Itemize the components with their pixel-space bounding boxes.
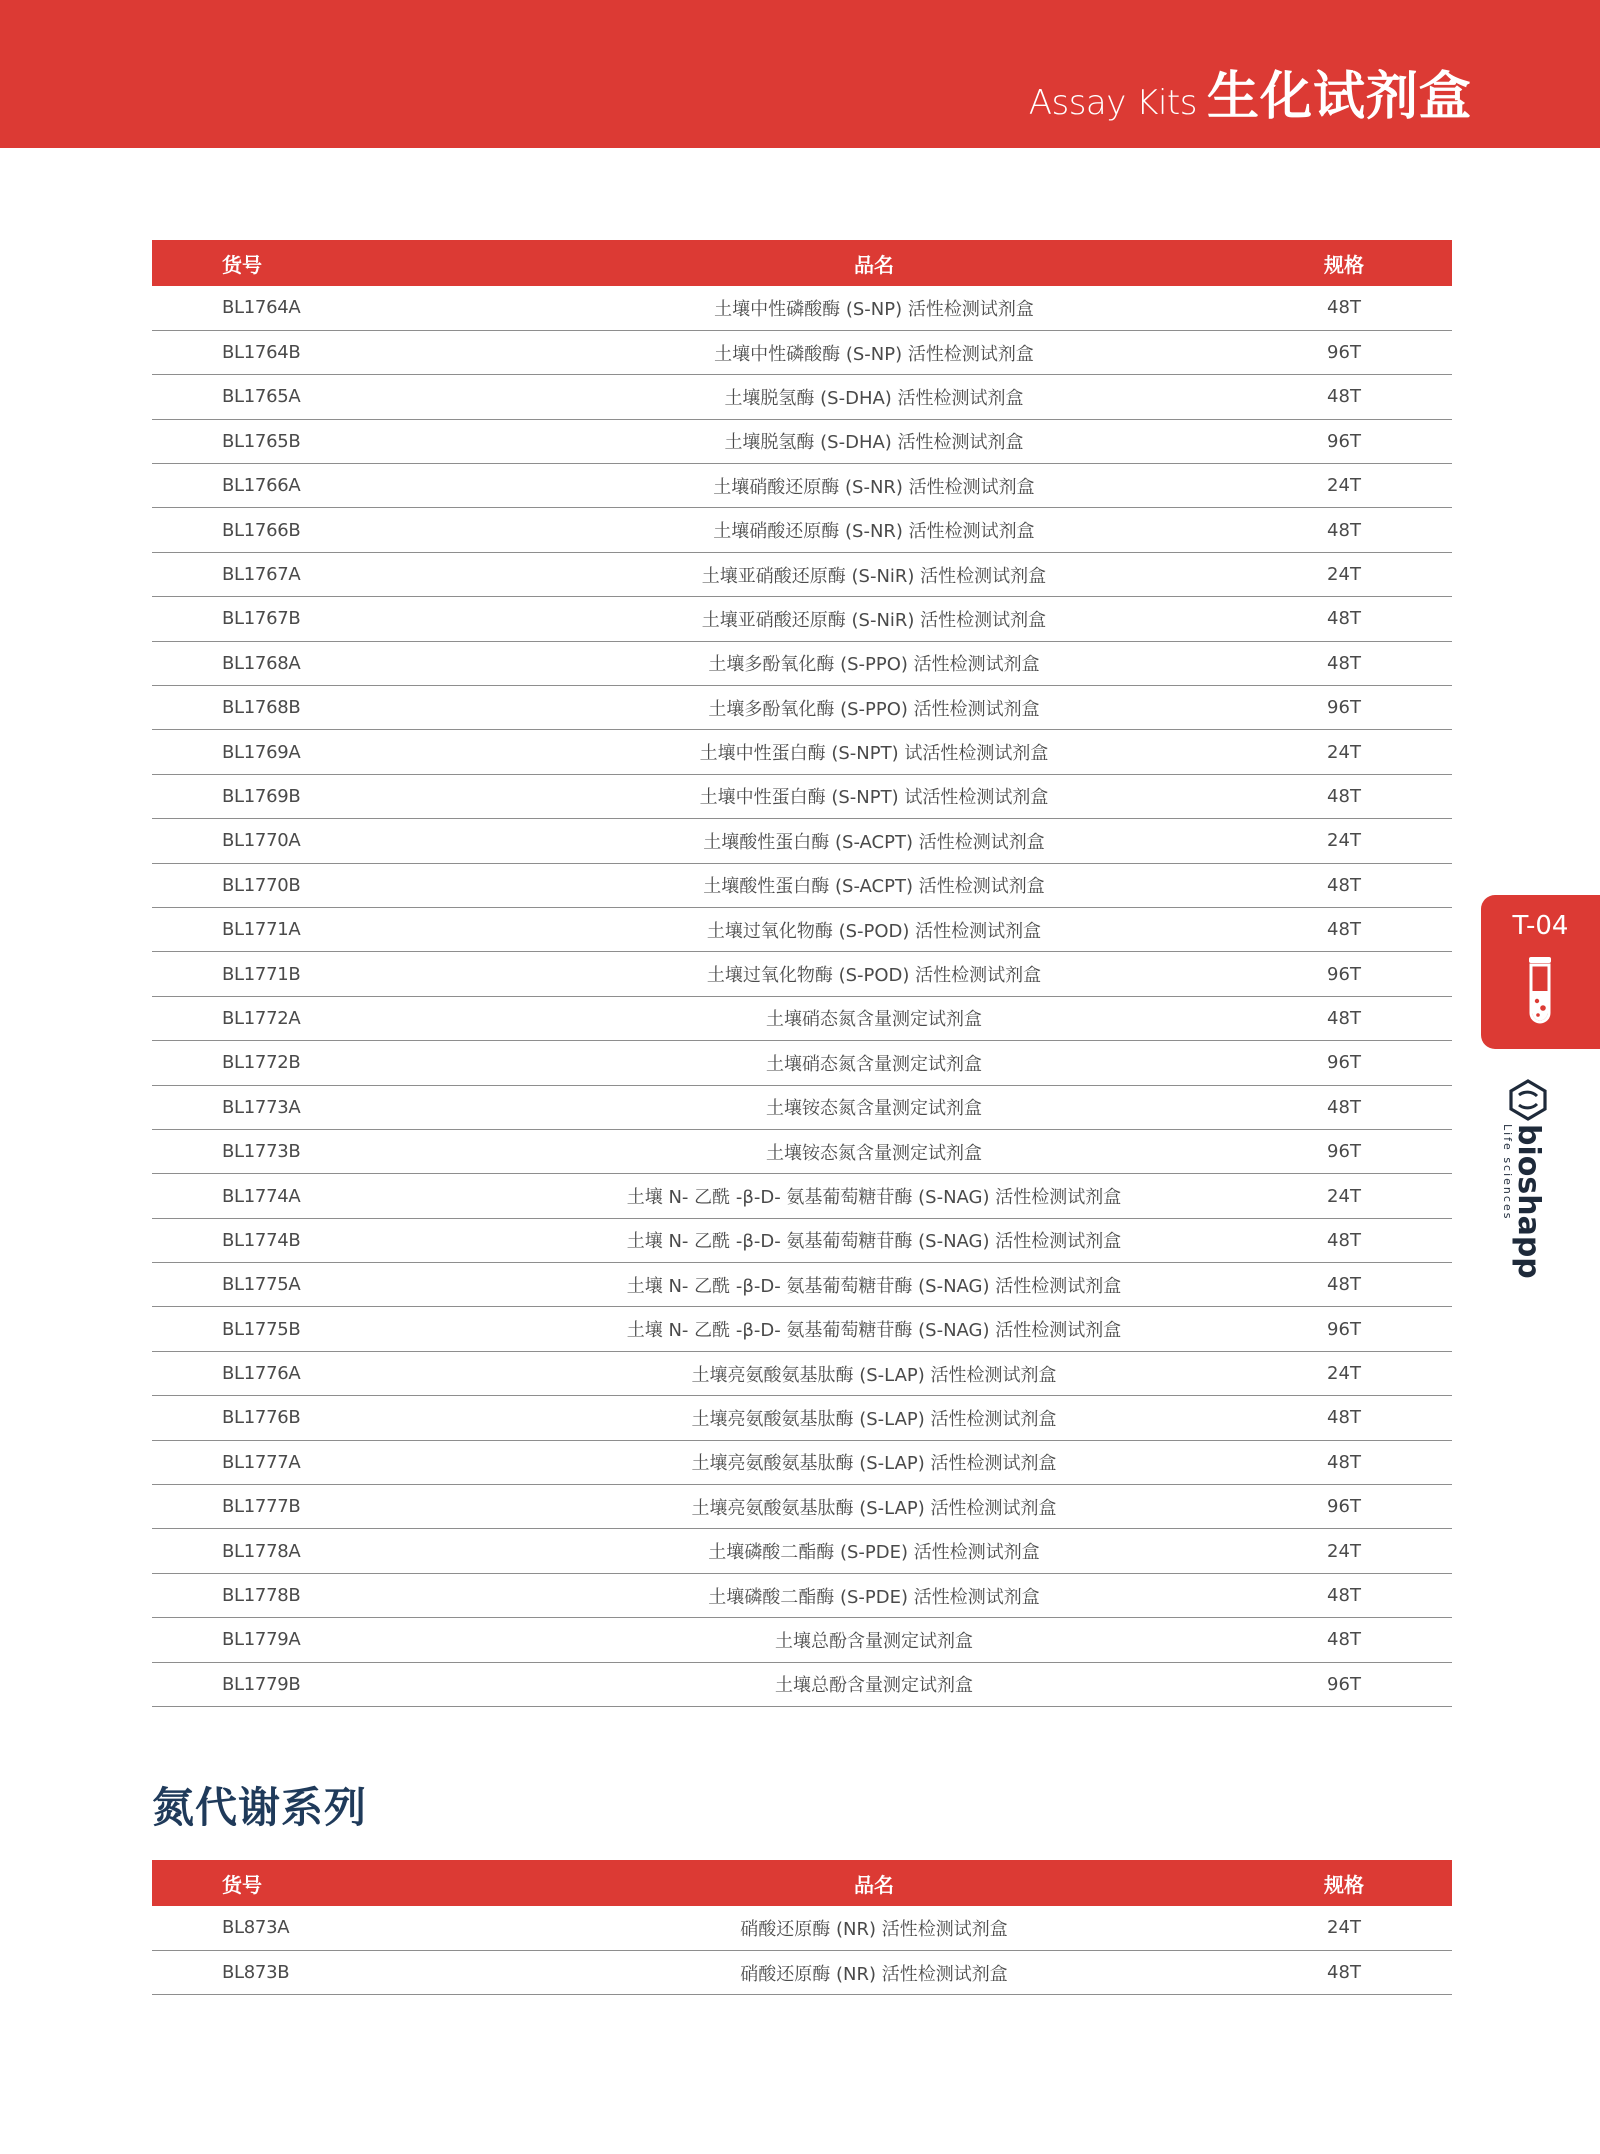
table-header-row: [152, 1860, 1452, 1906]
table-row: [152, 641, 1452, 685]
table-row: [152, 464, 1452, 508]
product-name-cell: 硝酸还原酶 (NR) 活性检测试剂盒: [512, 1906, 1236, 1950]
table-row: [152, 1573, 1452, 1617]
table-row: [152, 819, 1452, 863]
product-name-cell: 土壤亚硝酸还原酶 (S-NiR) 活性检测试剂盒: [512, 552, 1236, 596]
catalog-number-cell: BL1768A: [152, 641, 512, 685]
spec-cell: 48T: [1236, 1618, 1452, 1662]
catalog-number-cell: BL1770A: [152, 819, 512, 863]
product-name-cell: 土壤硝酸还原酶 (S-NR) 活性检测试剂盒: [512, 508, 1236, 552]
catalog-number-cell: BL1771B: [152, 952, 512, 996]
spec-cell: 24T: [1236, 1174, 1452, 1218]
catalog-number-cell: BL1766A: [152, 464, 512, 508]
spec-cell: 96T: [1236, 1041, 1452, 1085]
table-row: [152, 1218, 1452, 1262]
spec-cell: 48T: [1236, 597, 1452, 641]
catalog-number-cell: BL1777B: [152, 1485, 512, 1529]
spec-cell: 48T: [1236, 375, 1452, 419]
catalog-number-cell: BL873B: [152, 1950, 512, 1994]
catalog-number-cell: BL1773A: [152, 1085, 512, 1129]
catalog-number-cell: BL1770B: [152, 863, 512, 907]
catalog-number-cell: BL1779B: [152, 1662, 512, 1706]
product-name-cell: 土壤酸性蛋白酶 (S-ACPT) 活性检测试剂盒: [512, 863, 1236, 907]
column-header-product-name: 品名: [854, 252, 894, 277]
catalog-number-cell: BL1775B: [152, 1307, 512, 1351]
catalog-number-cell: BL1771A: [152, 907, 512, 951]
spec-cell: 24T: [1236, 1351, 1452, 1395]
table-row: [152, 1085, 1452, 1129]
product-name-cell: 土壤脱氢酶 (S-DHA) 活性检测试剂盒: [512, 375, 1236, 419]
table-row: [152, 1041, 1452, 1085]
spec-cell: 48T: [1236, 1085, 1452, 1129]
product-name-cell: 土壤总酚含量测定试剂盒: [512, 1618, 1236, 1662]
table-row: [152, 1950, 1452, 1994]
page-header-title: [1029, 54, 1472, 129]
product-name-cell: 土壤磷酸二酯酶 (S-PDE) 活性检测试剂盒: [512, 1573, 1236, 1617]
spec-cell: 96T: [1236, 952, 1452, 996]
column-header-catalog-no: 货号: [222, 1872, 262, 1897]
product-name-cell: 土壤铵态氮含量测定试剂盒: [512, 1085, 1236, 1129]
catalog-number-cell: BL1764B: [152, 330, 512, 374]
catalog-number-cell: BL1773B: [152, 1129, 512, 1173]
spec-cell: 48T: [1236, 996, 1452, 1040]
bioshарp-logo-icon: [1506, 1078, 1550, 1122]
product-name-cell: 土壤硝态氮含量测定试剂盒: [512, 1041, 1236, 1085]
product-name-cell: 土壤 N- 乙酰 -β-D- 氨基葡萄糖苷酶 (S-NAG) 活性检测试剂盒: [512, 1307, 1236, 1351]
spec-cell: 24T: [1236, 464, 1452, 508]
table-row: [152, 1129, 1452, 1173]
catalog-number-cell: BL1765A: [152, 375, 512, 419]
spec-cell: 24T: [1236, 819, 1452, 863]
spec-cell: 48T: [1236, 1950, 1452, 1994]
catalog-number-cell: BL1779A: [152, 1618, 512, 1662]
table-row: [152, 286, 1452, 330]
table-row: [152, 1618, 1452, 1662]
table-row: [152, 1351, 1452, 1395]
product-name-cell: 土壤中性磷酸酶 (S-NP) 活性检测试剂盒: [512, 330, 1236, 374]
product-name-cell: 土壤磷酸二酯酶 (S-PDE) 活性检测试剂盒: [512, 1529, 1236, 1573]
product-name-cell: 土壤硝态氮含量测定试剂盒: [512, 996, 1236, 1040]
spec-cell: 24T: [1236, 552, 1452, 596]
header-title-en: Assay Kits: [1028, 83, 1197, 123]
product-name-cell: 土壤多酚氧化酶 (S-PPO) 活性检测试剂盒: [512, 641, 1236, 685]
spec-cell: 48T: [1236, 1218, 1452, 1262]
table-row: [152, 1485, 1452, 1529]
product-name-cell: 土壤硝酸还原酶 (S-NR) 活性检测试剂盒: [512, 464, 1236, 508]
table-row: [152, 863, 1452, 907]
spec-cell: 24T: [1236, 1906, 1452, 1950]
product-name-cell: 土壤中性蛋白酶 (S-NPT) 试活性检测试剂盒: [512, 774, 1236, 818]
test-tube-icon: [1523, 955, 1557, 1029]
catalog-number-cell: BL1772B: [152, 1041, 512, 1085]
spec-cell: 48T: [1236, 1396, 1452, 1440]
column-header-catalog-no: 货号: [222, 252, 262, 277]
spec-cell: 96T: [1236, 686, 1452, 730]
catalog-number-cell: BL1767B: [152, 597, 512, 641]
spec-cell: 48T: [1236, 1440, 1452, 1484]
product-name-cell: 土壤铵态氮含量测定试剂盒: [512, 1129, 1236, 1173]
brand-tagline: Life sciences: [1501, 1124, 1514, 1221]
table-row: [152, 375, 1452, 419]
spec-cell: 96T: [1236, 1485, 1452, 1529]
spec-cell: 96T: [1236, 419, 1452, 463]
catalog-number-cell: BL1769A: [152, 730, 512, 774]
product-name-cell: 土壤亮氨酸氨基肽酶 (S-LAP) 活性检测试剂盒: [512, 1351, 1236, 1395]
product-name-cell: 土壤亮氨酸氨基肽酶 (S-LAP) 活性检测试剂盒: [512, 1485, 1236, 1529]
spec-cell: 48T: [1236, 641, 1452, 685]
table-row: [152, 996, 1452, 1040]
section-title-nitrogen-metabolism: 氮代谢系列: [152, 1783, 368, 1832]
brand-name: bioshарp: [1511, 1124, 1546, 1279]
table-row: [152, 508, 1452, 552]
catalog-number-cell: BL1766B: [152, 508, 512, 552]
product-table-soil-enzymes: [152, 240, 1452, 1707]
table-row: [152, 330, 1452, 374]
catalog-number-cell: BL1776B: [152, 1396, 512, 1440]
catalog-number-cell: BL1774A: [152, 1174, 512, 1218]
table-row: [152, 1396, 1452, 1440]
table-row: [152, 1906, 1452, 1950]
spec-cell: 24T: [1236, 1529, 1452, 1573]
catalog-number-cell: BL1778B: [152, 1573, 512, 1617]
catalog-number-cell: BL873A: [152, 1906, 512, 1950]
section-tab-label: T-04: [1512, 911, 1569, 941]
catalog-number-cell: BL1764A: [152, 286, 512, 330]
column-header-spec: 规格: [1324, 252, 1364, 277]
catalog-number-cell: BL1765B: [152, 419, 512, 463]
catalog-number-cell: BL1772A: [152, 996, 512, 1040]
product-table-nitrogen-metabolism: [152, 1860, 1452, 1995]
spec-cell: 96T: [1236, 1129, 1452, 1173]
product-name-cell: 土壤 N- 乙酰 -β-D- 氨基葡萄糖苷酶 (S-NAG) 活性检测试剂盒: [512, 1263, 1236, 1307]
table-row: [152, 1529, 1452, 1573]
spec-cell: 48T: [1236, 774, 1452, 818]
product-name-cell: 硝酸还原酶 (NR) 活性检测试剂盒: [512, 1950, 1236, 1994]
product-name-cell: 土壤总酚含量测定试剂盒: [512, 1662, 1236, 1706]
table-row: [152, 686, 1452, 730]
table-row: [152, 1307, 1452, 1351]
table-row: [152, 1440, 1452, 1484]
spec-cell: 48T: [1236, 1573, 1452, 1617]
spec-cell: 48T: [1236, 1263, 1452, 1307]
table-row: [152, 1662, 1452, 1706]
header-title-cn: 生化试剂盒: [1206, 67, 1472, 127]
catalog-number-cell: BL1777A: [152, 1440, 512, 1484]
product-name-cell: 土壤中性蛋白酶 (S-NPT) 试活性检测试剂盒: [512, 730, 1236, 774]
table-row: [152, 1263, 1452, 1307]
column-header-product-name: 品名: [854, 1872, 894, 1897]
catalog-number-cell: BL1775A: [152, 1263, 512, 1307]
product-name-cell: 土壤中性磷酸酶 (S-NP) 活性检测试剂盒: [512, 286, 1236, 330]
catalog-number-cell: BL1774B: [152, 1218, 512, 1262]
product-name-cell: 土壤亮氨酸氨基肽酶 (S-LAP) 活性检测试剂盒: [512, 1440, 1236, 1484]
spec-cell: 24T: [1236, 730, 1452, 774]
product-name-cell: 土壤 N- 乙酰 -β-D- 氨基葡萄糖苷酶 (S-NAG) 活性检测试剂盒: [512, 1218, 1236, 1262]
catalog-number-cell: BL1776A: [152, 1351, 512, 1395]
product-name-cell: 土壤亚硝酸还原酶 (S-NiR) 活性检测试剂盒: [512, 597, 1236, 641]
product-name-cell: 土壤过氧化物酶 (S-POD) 活性检测试剂盒: [512, 952, 1236, 996]
catalog-number-cell: BL1778A: [152, 1529, 512, 1573]
product-name-cell: 土壤酸性蛋白酶 (S-ACPT) 活性检测试剂盒: [512, 819, 1236, 863]
spec-cell: 48T: [1236, 907, 1452, 951]
table-row: [152, 952, 1452, 996]
spec-cell: 48T: [1236, 508, 1452, 552]
spec-cell: 96T: [1236, 1662, 1452, 1706]
table-header-row: [152, 240, 1452, 286]
product-name-cell: 土壤过氧化物酶 (S-POD) 活性检测试剂盒: [512, 907, 1236, 951]
product-name-cell: 土壤 N- 乙酰 -β-D- 氨基葡萄糖苷酶 (S-NAG) 活性检测试剂盒: [512, 1174, 1236, 1218]
table-row: [152, 552, 1452, 596]
spec-cell: 48T: [1236, 286, 1452, 330]
catalog-number-cell: BL1767A: [152, 552, 512, 596]
table-row: [152, 419, 1452, 463]
catalog-number-cell: BL1768B: [152, 686, 512, 730]
spec-cell: 48T: [1236, 863, 1452, 907]
product-name-cell: 土壤脱氢酶 (S-DHA) 活性检测试剂盒: [512, 419, 1236, 463]
header-bar: [0, 0, 1600, 148]
table-row: [152, 774, 1452, 818]
product-name-cell: 土壤多酚氧化酶 (S-PPO) 活性检测试剂盒: [512, 686, 1236, 730]
catalog-number-cell: BL1769B: [152, 774, 512, 818]
spec-cell: 96T: [1236, 1307, 1452, 1351]
product-name-cell: 土壤亮氨酸氨基肽酶 (S-LAP) 活性检测试剂盒: [512, 1396, 1236, 1440]
page-section-tab: [1481, 895, 1600, 1049]
table-row: [152, 1174, 1452, 1218]
table-row: [152, 597, 1452, 641]
table-row: [152, 730, 1452, 774]
column-header-spec: 规格: [1324, 1872, 1364, 1897]
spec-cell: 96T: [1236, 330, 1452, 374]
table-row: [152, 907, 1452, 951]
